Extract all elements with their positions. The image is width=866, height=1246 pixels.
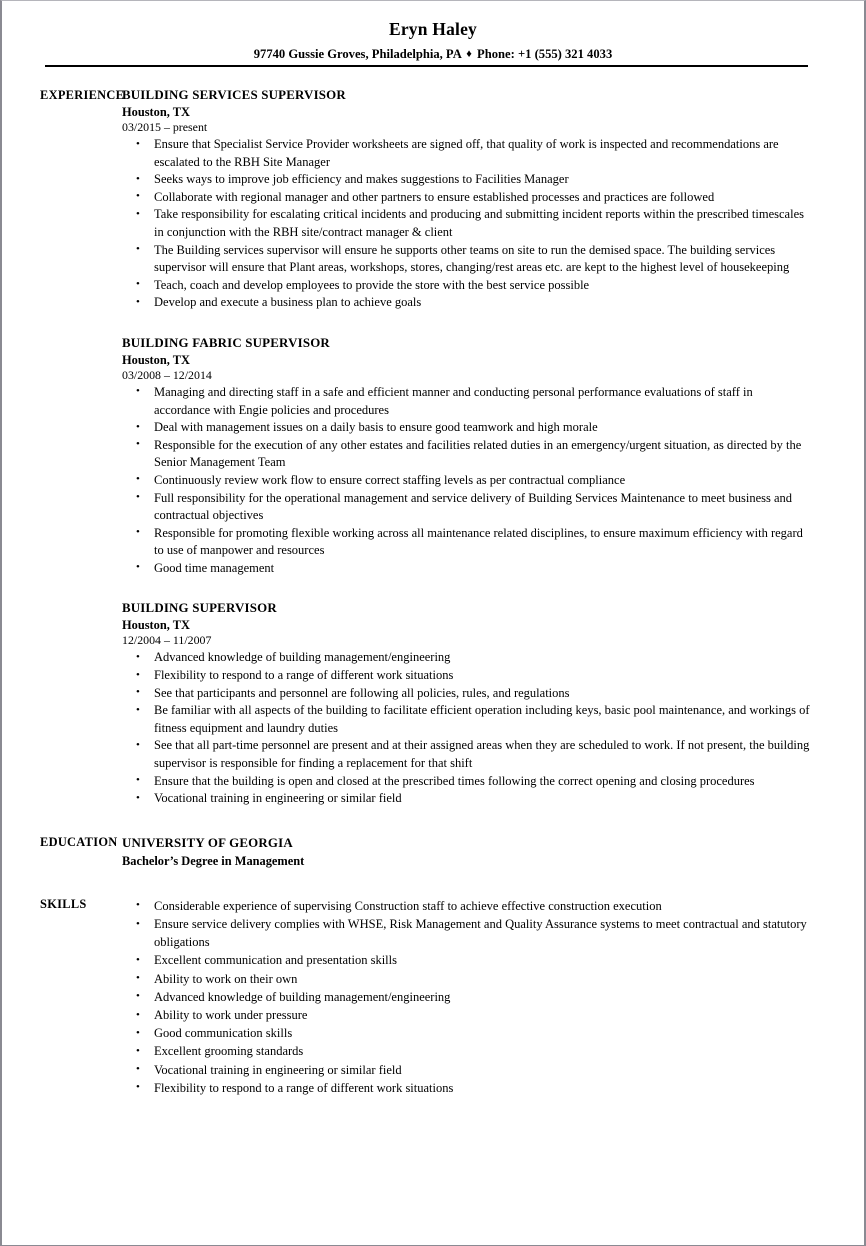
- list-item: • Full responsibility for the operational management and service delivery of Building Services Maintenance to meet business and contractual objectives: [122, 490, 812, 525]
- job-location: Houston, TX: [122, 352, 190, 367]
- skills-bullet-list: [122, 897, 812, 1097]
- list-item: • Considerable experience of supervising Construction staff to achieve effective construction execution: [122, 897, 812, 915]
- list-item: • Excellent grooming standards: [122, 1042, 812, 1060]
- section-label-education: EDUCATION: [40, 834, 118, 849]
- job-bullet-list: [122, 384, 812, 578]
- job-entry: [122, 87, 812, 312]
- list-item: • Good communication skills: [122, 1024, 812, 1042]
- list-item: • Deal with management issues on a daily basis to ensure good teamwork and high morale: [122, 419, 812, 437]
- list-item: • Vocational training in engineering or similar field: [122, 790, 812, 808]
- list-item: • Ensure service delivery complies with WHSE, Risk Management and Quality Assurance systems to meet contractual and statutory obligations: [122, 915, 812, 951]
- list-item: • Be familiar with all aspects of the building to facilitate efficient operation including keys, basic pool maintenance, and workings of fitness equipment and laundry duties: [122, 702, 812, 737]
- contact-line: [2, 46, 864, 62]
- list-item: • Flexibility to respond to a range of different work situations: [122, 667, 812, 685]
- list-item: • Managing and directing staff in a safe and efficient manner and conducting personal performance evaluations of staff in accordance with Engie policies and procedures: [122, 384, 812, 419]
- list-item: • Good time management: [122, 560, 812, 578]
- list-item: • See that participants and personnel are following all policies, rules, and regulations: [122, 685, 812, 703]
- section-skills: [2, 896, 864, 1097]
- job-bullet-list: [122, 136, 812, 312]
- list-item: • Advanced knowledge of building management/engineering: [122, 988, 812, 1006]
- list-item: • See that all part-time personnel are present and at their assigned areas when they are scheduled to work. If not present, the building supervisor is responsible for finding a replacement for that shift: [122, 737, 812, 772]
- job-dates: 03/2008 – 12/2014: [122, 367, 212, 382]
- list-item: • Responsible for the execution of any other estates and facilities related duties in an emergency/urgent situation, as directed by the Senior Management Team: [122, 437, 812, 472]
- candidate-phone: Phone: +1 (555) 321 4033: [477, 47, 613, 61]
- job-title: BUILDING SERVICES SUPERVISOR: [122, 88, 346, 102]
- candidate-address: 97740 Gussie Groves, Philadelphia, PA: [253, 47, 462, 61]
- job-title: BUILDING FABRIC SUPERVISOR: [122, 335, 330, 350]
- candidate-name: Eryn Haley: [388, 19, 478, 39]
- job-dates: 12/2004 – 11/2007: [122, 633, 212, 648]
- list-item: • Responsible for promoting flexible working across all maintenance related disciplines, to ensure maximum efficiency with regard to use of manpower and resources: [122, 525, 812, 560]
- list-item: • Take responsibility for escalating critical incidents and producing and submitting incident reports within the prescribed timescales in conjunction with the RBH site/contract manager & client: [122, 206, 812, 241]
- list-item: • Ability to work under pressure: [122, 1006, 812, 1024]
- resume-sheet: [2, 1, 864, 1097]
- list-item: • Ability to work on their own: [122, 970, 812, 988]
- list-item: • Advanced knowledge of building management/engineering: [122, 649, 812, 667]
- list-item: • Collaborate with regional manager and other partners to ensure established processes and practices are followed: [122, 189, 812, 207]
- job-entry: [122, 335, 812, 578]
- header-divider: [45, 65, 808, 67]
- job-dates: 03/2015 – present: [122, 120, 208, 134]
- list-item: • Vocational training in engineering or similar field: [122, 1061, 812, 1079]
- list-item: • Develop and execute a business plan to achieve goals: [122, 294, 812, 312]
- experience-body: [122, 87, 864, 808]
- list-item: • Flexibility to respond to a range of different work situations: [122, 1079, 812, 1097]
- job-title: BUILDING SUPERVISOR: [122, 601, 277, 616]
- education-school: UNIVERSITY OF GEORGIA: [122, 835, 293, 850]
- job-entry: [122, 600, 812, 807]
- job-bullet-list: [122, 649, 812, 807]
- section-label-experience: EXPERIENCE: [40, 88, 125, 102]
- list-item: • Excellent communication and presentation skills: [122, 951, 812, 969]
- list-item: • Seeks ways to improve job efficiency and makes suggestions to Facilities Manager: [122, 171, 812, 189]
- education-degree: Bachelor’s Degree in Management: [122, 853, 305, 868]
- list-item: • Continuously review work flow to ensure correct staffing levels as per contractual compliance: [122, 472, 812, 490]
- diamond-separator-icon: ♦: [466, 48, 472, 60]
- list-item: • The Building services supervisor will ensure he supports other teams on site to run the demised space. The building services supervisor will ensure that Plant areas, workshops, stores, changing/rest areas etc. are kept to the highest level of housekeeping: [122, 242, 812, 277]
- skills-body: [122, 896, 864, 1097]
- job-location: Houston, TX: [122, 105, 190, 119]
- list-item: • Ensure that the building is open and closed at the prescribed times following the correct opening and closing procedures: [122, 773, 812, 791]
- resume-header: [2, 1, 864, 67]
- section-experience: [2, 87, 864, 808]
- education-body: [122, 834, 864, 870]
- section-label-skills: SKILLS: [40, 896, 87, 911]
- section-education: [2, 834, 864, 870]
- job-location: Houston, TX: [122, 618, 190, 633]
- list-item: • Ensure that Specialist Service Provider worksheets are signed off, that quality of work is inspected and recommendations are escalated to the RBH Site Manager: [122, 136, 812, 171]
- list-item: • Teach, coach and develop employees to provide the store with the best service possible: [122, 277, 812, 295]
